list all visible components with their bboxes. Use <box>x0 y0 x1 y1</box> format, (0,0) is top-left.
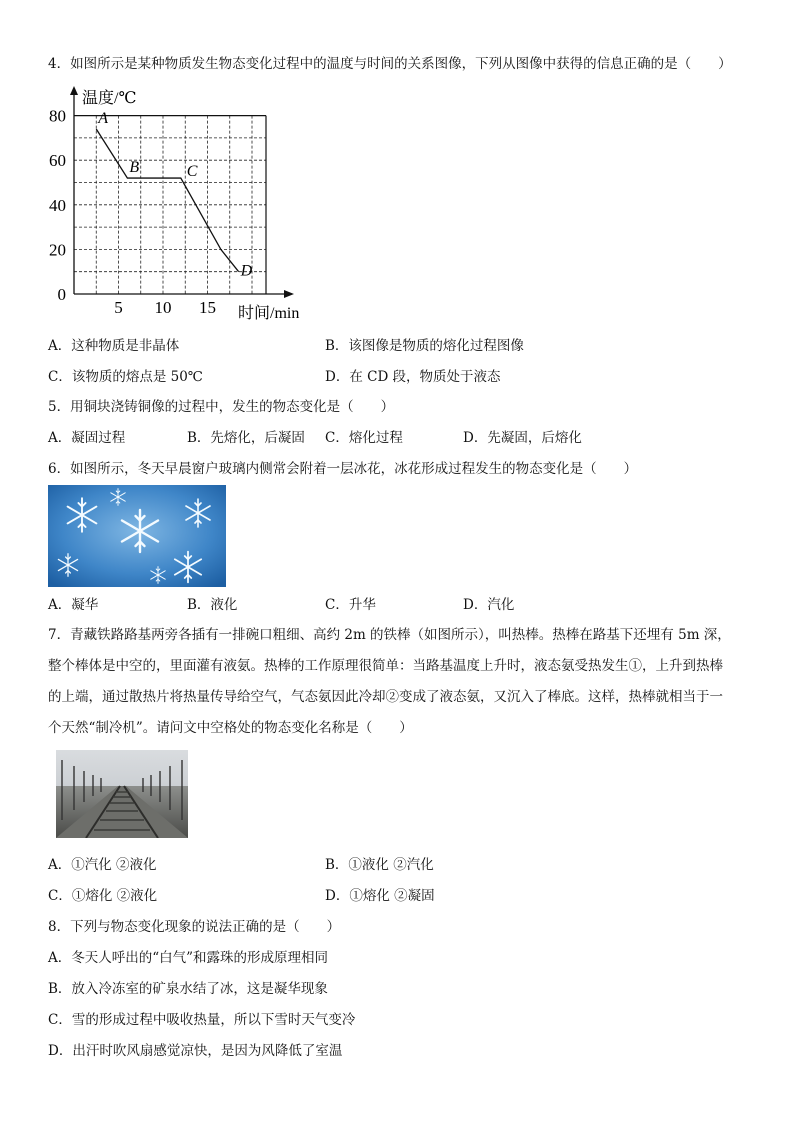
q5-option-c[interactable]: C．熔化过程 <box>325 430 403 446</box>
q8-option-d[interactable]: D．出汗时吹风扇感觉凉快，是因为风降低了室温 <box>48 1043 343 1059</box>
q4-option-d[interactable]: D．在 CD 段，物质处于液态 <box>325 369 501 385</box>
point-label-a: A <box>98 109 109 127</box>
q7-option-c[interactable]: C．①熔化 ②液化 <box>48 888 158 904</box>
q6-option-d[interactable]: D．汽化 <box>463 597 515 613</box>
point-label-b: B <box>129 159 140 177</box>
q7-line-4: 个天然“制冷机”。请问文中空格处的物态变化名称是（ ） <box>48 720 413 736</box>
q7-line-3: 的上端，通过散热片将热量传导给空气，气态氨因此冷却②变成了液态氨，又沉入了棒底。这样，热棒就相当于一 <box>48 689 723 705</box>
y-tick-label: 20 <box>49 240 66 260</box>
q5-option-a[interactable]: A．凝固过程 <box>48 430 126 446</box>
temperature-curve <box>96 129 238 272</box>
y-tick-label: 80 <box>49 106 66 126</box>
x-axis-arrow <box>284 290 294 298</box>
q6-option-b[interactable]: B．液化 <box>187 597 238 613</box>
frost-flower-photo <box>48 485 226 587</box>
x-tick-label: 5 <box>114 298 123 317</box>
y-tick-label: 0 <box>57 285 66 304</box>
y-axis-label: 温度/℃ <box>82 90 137 107</box>
chart-grid <box>74 116 266 294</box>
x-axis-label: 时间/min <box>238 305 300 322</box>
chart-point-labels <box>97 110 252 280</box>
y-axis-arrow <box>70 86 78 95</box>
q5-option-d[interactable]: D．先凝固，后熔化 <box>463 430 582 446</box>
x-tick-label: 15 <box>199 298 216 317</box>
q6-option-a[interactable]: A．凝华 <box>48 597 99 613</box>
point-label-d: D <box>240 262 253 280</box>
x-tick-label: 10 <box>154 298 172 317</box>
y-tick-label: 40 <box>49 195 66 215</box>
q7-option-d[interactable]: D．①熔化 ②凝固 <box>325 888 435 904</box>
q6-option-c[interactable]: C．升华 <box>325 597 376 613</box>
q8-option-c[interactable]: C．雪的形成过程中吸收热量，所以下雪时天气变冷 <box>48 1012 356 1028</box>
q7-option-b[interactable]: B．①液化 ②汽化 <box>325 857 434 873</box>
q4-option-c[interactable]: C．该物质的熔点是 50℃ <box>48 369 203 385</box>
point-label-c: C <box>186 163 198 181</box>
q6-stem: 6．如图所示，冬天早晨窗户玻璃内侧常会附着一层冰花，冰花形成过程发生的物态变化是（ ） <box>48 461 638 477</box>
q7-line-2: 整个棒体是中空的，里面灌有液氨。热棒的工作原理很简单：当路基温度上升时，液态氨受热发生①，上升到热棒 <box>48 658 723 674</box>
q5-option-b[interactable]: B．先熔化，后凝固 <box>187 430 305 446</box>
chart-series <box>96 129 238 272</box>
temperature-time-chart <box>40 82 310 322</box>
q4-stem: 4．如图所示是某种物质发生物态变化过程中的温度与时间的关系图像，下列从图像中获得的信息正确的是（ ） <box>48 56 732 72</box>
q4-option-a[interactable]: A．这种物质是非晶体 <box>48 338 180 354</box>
railway-heat-pipe-photo <box>56 750 188 838</box>
q7-line-1: 7．青藏铁路路基两旁各插有一排碗口粗细、高约 2m 的铁棒（如图所示），叫热棒。热棒在路基下还埋有 5m 深， <box>48 627 731 643</box>
q8-stem: 8．下列与物态变化现象的说法正确的是（ ） <box>48 919 341 935</box>
q4-option-b[interactable]: B．该图像是物质的熔化过程图像 <box>325 338 524 354</box>
q7-option-a[interactable]: A．①汽化 ②液化 <box>48 857 157 873</box>
q8-option-a[interactable]: A．冬天人呼出的“白气”和露珠的形成原理相同 <box>48 950 329 966</box>
q5-stem: 5．用铜块浇铸铜像的过程中，发生的物态变化是（ ） <box>48 399 395 415</box>
q8-option-b[interactable]: B．放入冷冻室的矿泉水结了冰，这是凝华现象 <box>48 981 328 997</box>
y-tick-label: 60 <box>49 151 66 171</box>
